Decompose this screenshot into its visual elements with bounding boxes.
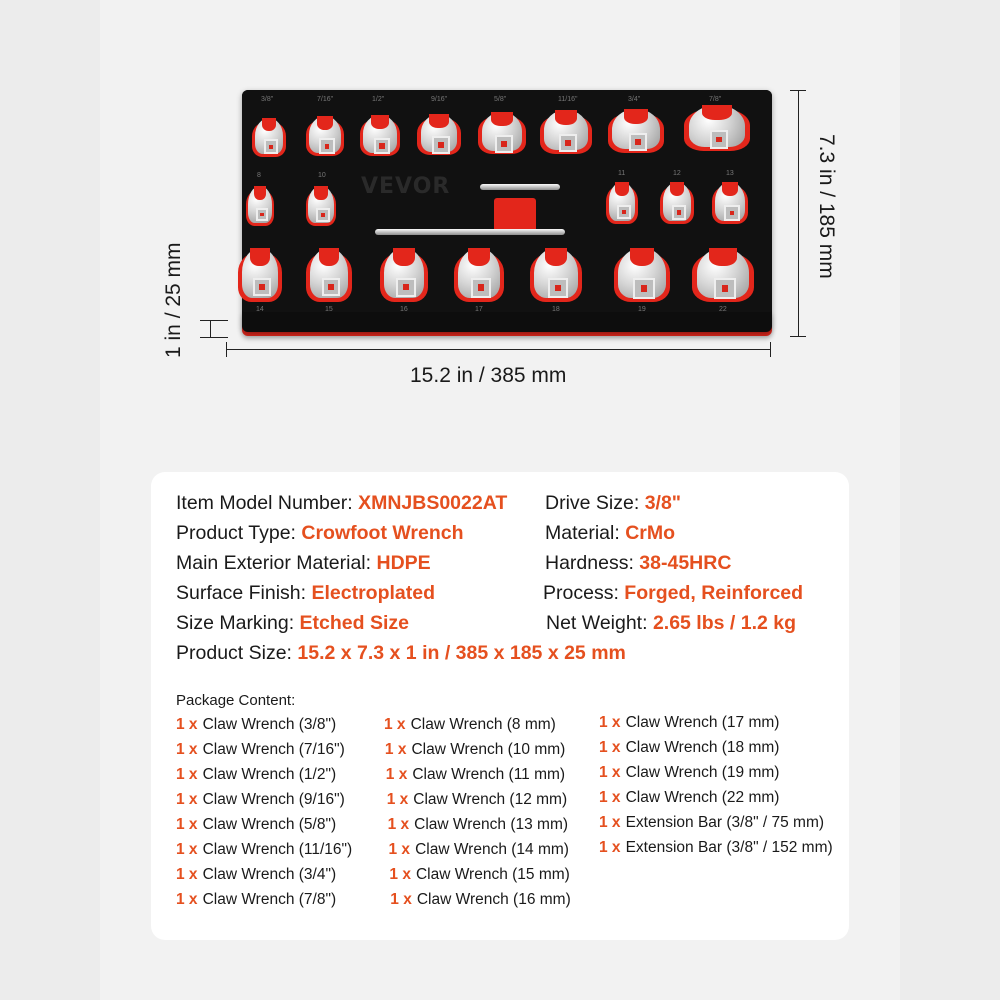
package-item-quantity: 1 x bbox=[384, 741, 407, 758]
drive-square bbox=[710, 130, 729, 149]
package-item-quantity: 1 x bbox=[389, 866, 411, 883]
package-item-name: Claw Wrench (17 mm) bbox=[625, 714, 780, 731]
width-tick-left bbox=[226, 342, 227, 357]
drive-square bbox=[253, 278, 271, 296]
package-item-quantity: 1 x bbox=[387, 816, 410, 833]
wrench-jaw-opening bbox=[491, 112, 512, 126]
drive-square bbox=[559, 134, 577, 152]
package-item bbox=[176, 791, 345, 809]
drive-square bbox=[256, 208, 269, 221]
size-marking: 3/8" bbox=[261, 96, 274, 103]
extension-holder bbox=[494, 198, 536, 232]
drive-square bbox=[322, 278, 341, 297]
crowfoot-wrench bbox=[246, 186, 274, 226]
wrench-jaw-opening bbox=[722, 182, 738, 196]
size-marking: 1/2" bbox=[372, 96, 385, 103]
crowfoot-wrench bbox=[608, 109, 664, 153]
spec-label: Product Type: bbox=[176, 522, 302, 544]
package-item-quantity: 1 x bbox=[599, 814, 621, 831]
package-item-name: Claw Wrench (8 mm) bbox=[410, 716, 556, 733]
wrench-jaw-opening bbox=[615, 182, 629, 196]
drive-square bbox=[617, 205, 631, 219]
package-item bbox=[176, 841, 352, 859]
width-tick-right bbox=[770, 342, 771, 357]
crowfoot-wrench bbox=[454, 248, 504, 302]
size-marking: 11 bbox=[618, 170, 626, 177]
drive-square bbox=[629, 133, 647, 151]
spec-value: Crowfoot Wrench bbox=[301, 522, 464, 544]
crowfoot-wrench bbox=[306, 186, 336, 226]
package-item bbox=[176, 741, 345, 759]
spec-label: Hardness: bbox=[545, 552, 640, 574]
package-item-name: Extension Bar (3/8" / 75 mm) bbox=[625, 814, 825, 831]
drive-square bbox=[432, 136, 449, 153]
wrench-jaw-opening bbox=[262, 118, 277, 131]
package-item-quantity: 1 x bbox=[599, 714, 621, 731]
wrench-jaw-opening bbox=[709, 248, 736, 266]
package-item-quantity: 1 x bbox=[599, 839, 621, 856]
package-item-name: Claw Wrench (16 mm) bbox=[416, 891, 571, 908]
spec-value: Etched Size bbox=[299, 612, 409, 634]
drive-square bbox=[396, 278, 415, 297]
size-marking: 7/16" bbox=[317, 96, 334, 103]
crowfoot-wrench bbox=[306, 248, 352, 302]
package-item-name: Claw Wrench (22 mm) bbox=[625, 789, 780, 806]
size-marking: 10 bbox=[318, 172, 326, 179]
crowfoot-wrench bbox=[660, 182, 694, 224]
drive-square bbox=[633, 278, 654, 299]
spec-row bbox=[176, 522, 464, 545]
spec-row bbox=[176, 492, 507, 515]
spec-row bbox=[176, 552, 431, 575]
package-item bbox=[176, 766, 336, 784]
package-item bbox=[384, 716, 556, 734]
spec-value: XMNJBS0022AT bbox=[358, 492, 508, 514]
size-marking: 3/4" bbox=[628, 96, 641, 103]
package-item-quantity: 1 x bbox=[388, 841, 411, 858]
package-item-quantity: 1 x bbox=[385, 766, 408, 783]
package-item-name: Claw Wrench (7/16") bbox=[202, 741, 345, 758]
size-marking: 22 bbox=[719, 306, 727, 313]
height-tick-bottom bbox=[790, 336, 806, 337]
size-marking: 8 bbox=[257, 172, 261, 179]
wrench-jaw-opening bbox=[317, 116, 334, 130]
size-marking: 13 bbox=[726, 170, 734, 177]
package-item-quantity: 1 x bbox=[176, 791, 198, 808]
spec-label: Net Weight: bbox=[546, 612, 653, 634]
package-item-name: Claw Wrench (12 mm) bbox=[413, 791, 568, 808]
spec-label: Size Marking: bbox=[176, 612, 300, 634]
spec-label: Surface Finish: bbox=[176, 582, 312, 604]
wrench-jaw-opening bbox=[555, 110, 578, 125]
size-marking: 7/8" bbox=[709, 96, 722, 103]
crowfoot-wrench bbox=[692, 248, 754, 302]
package-item-name: Claw Wrench (11 mm) bbox=[412, 766, 566, 783]
wrench-jaw-opening bbox=[429, 114, 448, 128]
package-item bbox=[389, 866, 569, 884]
wrench-jaw-opening bbox=[371, 115, 389, 129]
crowfoot-wrench bbox=[238, 248, 282, 302]
crowfoot-wrench bbox=[478, 112, 526, 154]
wrench-jaw-opening bbox=[702, 105, 731, 121]
size-marking: 17 bbox=[475, 306, 483, 313]
height-dimension-line bbox=[798, 90, 799, 336]
package-item-name: Claw Wrench (5/8") bbox=[202, 816, 337, 833]
wrench-jaw-opening bbox=[250, 248, 269, 266]
crowfoot-wrench bbox=[306, 116, 344, 156]
spec-row bbox=[543, 582, 803, 605]
package-item-name: Claw Wrench (14 mm) bbox=[415, 841, 569, 858]
package-item bbox=[176, 866, 336, 884]
drive-square bbox=[264, 139, 279, 154]
spec-row bbox=[546, 612, 796, 635]
wrench-jaw-opening bbox=[468, 248, 490, 266]
package-item-quantity: 1 x bbox=[176, 766, 198, 783]
package-item-name: Claw Wrench (9/16") bbox=[202, 791, 345, 808]
crowfoot-wrench bbox=[530, 248, 582, 302]
height-dimension-label: 7.3 in / 185 mm bbox=[815, 134, 838, 279]
package-item-name: Claw Wrench (11/16") bbox=[202, 841, 353, 858]
package-item bbox=[599, 839, 833, 857]
size-marking: 9/16" bbox=[431, 96, 448, 103]
crowfoot-wrench bbox=[712, 182, 748, 224]
size-marking: 11/16" bbox=[558, 96, 578, 103]
package-item bbox=[599, 739, 779, 757]
package-item bbox=[176, 891, 336, 909]
package-item-name: Claw Wrench (10 mm) bbox=[411, 741, 566, 758]
spec-value: Electroplated bbox=[311, 582, 436, 604]
spec-value: 3/8" bbox=[644, 492, 682, 514]
package-item-name: Extension Bar (3/8" / 152 mm) bbox=[625, 839, 833, 856]
wrench-tray bbox=[242, 90, 772, 332]
spec-row bbox=[545, 492, 681, 515]
spec-card bbox=[151, 472, 849, 940]
wrench-jaw-opening bbox=[624, 109, 649, 124]
crowfoot-wrench bbox=[380, 248, 428, 302]
package-item-name: Claw Wrench (13 mm) bbox=[414, 816, 569, 833]
package-item-name: Claw Wrench (15 mm) bbox=[415, 866, 570, 883]
package-item bbox=[176, 816, 336, 834]
wrench-jaw-opening bbox=[319, 248, 339, 266]
package-item bbox=[599, 764, 779, 782]
spec-label: Main Exterior Material: bbox=[176, 552, 377, 574]
package-item-quantity: 1 x bbox=[386, 791, 409, 808]
crowfoot-wrench bbox=[252, 118, 286, 158]
spec-value: Forged, Reinforced bbox=[624, 582, 804, 604]
package-item-quantity: 1 x bbox=[176, 716, 198, 733]
spec-row bbox=[176, 612, 409, 635]
spec-row bbox=[176, 642, 626, 665]
wrench-jaw-opening bbox=[630, 248, 655, 266]
spec-value: HDPE bbox=[376, 552, 431, 574]
crowfoot-wrench bbox=[417, 114, 461, 156]
wrench-jaw-opening bbox=[314, 186, 327, 200]
package-item bbox=[388, 816, 568, 834]
package-item bbox=[386, 766, 565, 784]
width-dimension-label: 15.2 in / 385 mm bbox=[410, 364, 567, 387]
spec-value: 38-45HRC bbox=[639, 552, 732, 574]
drive-square bbox=[724, 205, 740, 221]
package-item bbox=[599, 814, 824, 832]
thickness-tick-top bbox=[200, 320, 228, 321]
crowfoot-wrench bbox=[614, 248, 670, 302]
package-item bbox=[599, 714, 779, 732]
spec-label: Process: bbox=[543, 582, 625, 604]
extension-bar-long bbox=[375, 229, 565, 235]
package-item bbox=[390, 891, 570, 909]
brand-logo: VEVOR bbox=[361, 174, 451, 199]
size-marking: 12 bbox=[673, 170, 681, 177]
wrench-jaw-opening bbox=[254, 186, 266, 200]
drive-square bbox=[316, 208, 330, 222]
spec-label: Product Size: bbox=[176, 642, 298, 664]
package-item-name: Claw Wrench (18 mm) bbox=[625, 739, 780, 756]
drive-square bbox=[374, 138, 391, 155]
spec-row bbox=[545, 522, 675, 545]
spec-label: Material: bbox=[545, 522, 626, 544]
extension-bar-short bbox=[480, 184, 560, 190]
drive-square bbox=[714, 278, 735, 299]
package-item-quantity: 1 x bbox=[599, 789, 621, 806]
size-marking: 14 bbox=[256, 306, 264, 313]
size-marking: 16 bbox=[400, 306, 408, 313]
spec-value: CrMo bbox=[625, 522, 676, 544]
package-item-name: Claw Wrench (1/2") bbox=[202, 766, 337, 783]
package-item-quantity: 1 x bbox=[176, 866, 198, 883]
package-item-quantity: 1 x bbox=[384, 716, 406, 733]
size-marking: 19 bbox=[638, 306, 646, 313]
size-marking: 5/8" bbox=[494, 96, 507, 103]
drive-square bbox=[672, 205, 687, 220]
package-item-name: Claw Wrench (3/4") bbox=[202, 866, 337, 883]
thickness-dimension-label: 1 in / 25 mm bbox=[162, 242, 185, 358]
package-item-name: Claw Wrench (7/8") bbox=[202, 891, 337, 908]
wrench-jaw-opening bbox=[393, 248, 414, 266]
crowfoot-wrench bbox=[684, 105, 750, 151]
width-dimension-line bbox=[226, 349, 771, 350]
package-item-quantity: 1 x bbox=[599, 739, 621, 756]
spec-value: 2.65 lbs / 1.2 kg bbox=[652, 612, 797, 634]
package-item bbox=[385, 741, 565, 759]
drive-square bbox=[548, 278, 569, 299]
thickness-dimension-line bbox=[210, 320, 211, 338]
package-item bbox=[599, 789, 779, 807]
drive-square bbox=[471, 278, 491, 298]
package-item-name: Claw Wrench (3/8") bbox=[202, 716, 337, 733]
thickness-tick-bottom bbox=[200, 337, 228, 338]
package-item-quantity: 1 x bbox=[390, 891, 412, 908]
spec-row bbox=[176, 582, 435, 605]
package-item-quantity: 1 x bbox=[176, 841, 198, 858]
height-tick-top bbox=[790, 90, 806, 91]
spec-row bbox=[545, 552, 731, 575]
package-item bbox=[176, 716, 336, 734]
package-content-title: Package Content: bbox=[176, 692, 296, 709]
package-item bbox=[389, 841, 569, 859]
package-item-name: Claw Wrench (19 mm) bbox=[625, 764, 780, 781]
crowfoot-wrench bbox=[606, 182, 638, 224]
package-item bbox=[387, 791, 567, 809]
package-item-quantity: 1 x bbox=[176, 816, 198, 833]
crowfoot-wrench bbox=[360, 115, 400, 156]
spec-value: 15.2 x 7.3 x 1 in / 385 x 185 x 25 mm bbox=[297, 642, 626, 664]
drive-square bbox=[495, 135, 513, 153]
size-marking: 15 bbox=[325, 306, 333, 313]
package-item-quantity: 1 x bbox=[599, 764, 621, 781]
spec-label: Item Model Number: bbox=[176, 492, 359, 514]
size-marking: 18 bbox=[552, 306, 560, 313]
spec-label: Drive Size: bbox=[545, 492, 645, 514]
crowfoot-wrench bbox=[540, 110, 592, 153]
package-item-quantity: 1 x bbox=[176, 891, 198, 908]
package-item-quantity: 1 x bbox=[176, 741, 198, 758]
drive-square bbox=[319, 138, 335, 154]
